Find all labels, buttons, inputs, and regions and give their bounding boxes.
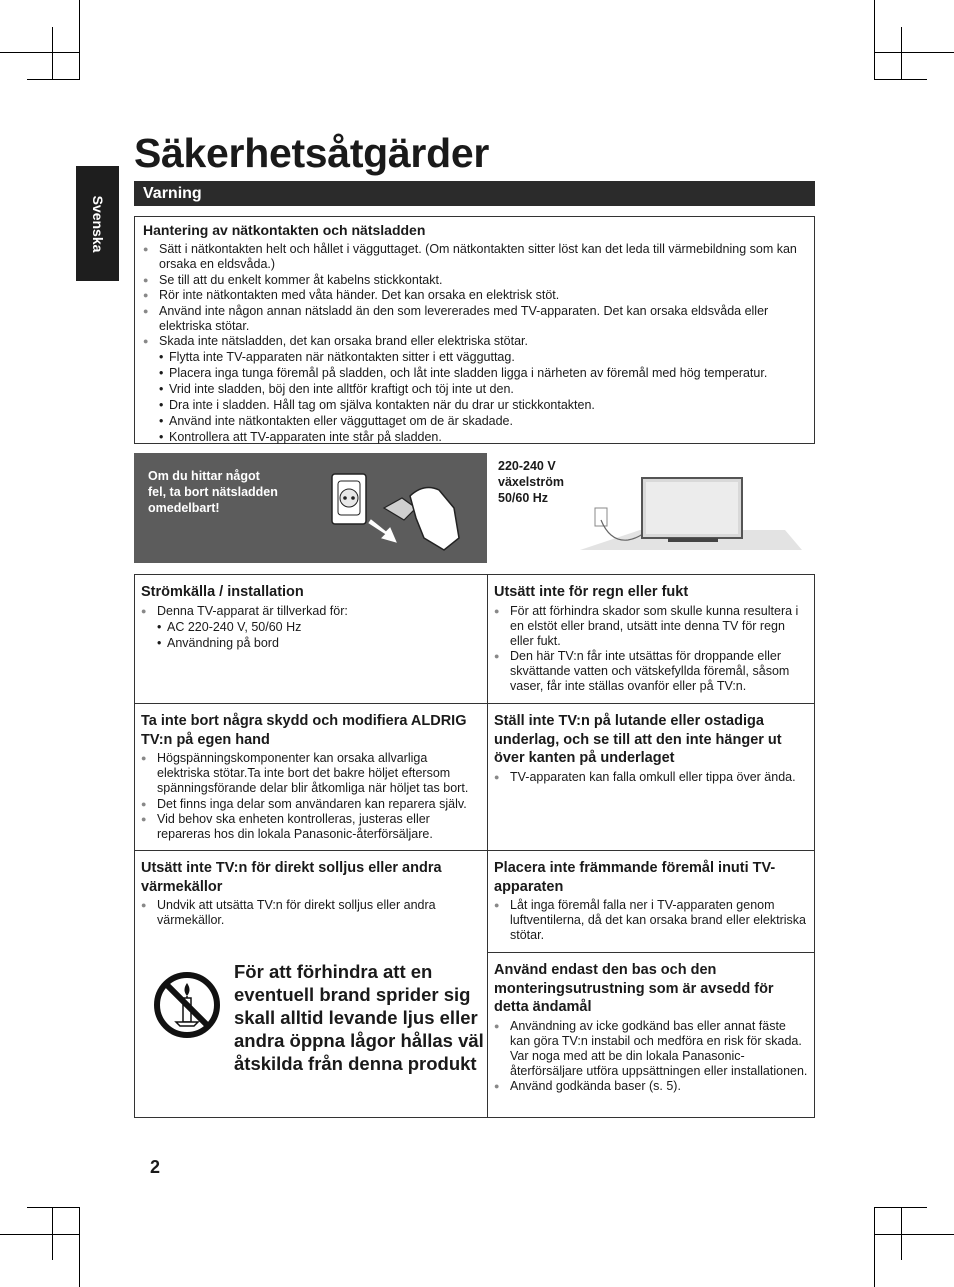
list-item: ● Skada inte nätsladden, det kan orsaka brand eller elektriska stötar.: [143, 334, 806, 349]
list-item: ● TV-apparaten kan falla omkull eller tippa över ända.: [494, 770, 809, 785]
bullet-list: [494, 604, 809, 695]
tv-illustration: [580, 470, 805, 555]
voltage-label: 220-240 V: [498, 459, 556, 473]
list-item: • Dra inte i sladden. Håll tag om själva kontakten när du drar ur stickkontakten.: [159, 398, 806, 413]
list-item: ● Rör inte nätkontakten med våta händer. Det kan orsaka en elektrisk stöt.: [143, 288, 806, 303]
fire-warning-text: För att förhindra att en eventuell brand sprider sig skall alltid levande ljus eller andra öppna lågor hållas väl åtskilda från denna produkt: [234, 961, 484, 1074]
list-item: ● Den här TV:n får inte utsättas för droppande eller skvättande vatten och vätskefyllda föremål, såsom vaser, får inte ställas ovanför eller på TV:n.: [494, 649, 809, 694]
list-item: • Använd inte nätkontakten eller vägguttaget om de är skadade.: [159, 414, 806, 429]
cell-heading: Utsätt inte TV:n för direkt solljus eller andra värmekällor: [141, 860, 442, 895]
power-source-cell: [135, 575, 487, 651]
rain-cell: [488, 575, 815, 695]
cell-heading: Placera inte främmande föremål inuti TV-apparaten: [494, 860, 776, 895]
notice-line: fel, ta bort nätsladden: [148, 485, 278, 499]
list-item: ● Använd godkända baser (s. 5).: [494, 1079, 809, 1094]
page-title: Säkerhetsåtgärder: [134, 130, 489, 176]
bullet-list: [494, 1019, 809, 1095]
list-item: ● Se till att du enkelt kommer åt kabelns stickkontakt.: [143, 273, 806, 288]
list-item: • AC 220-240 V, 50/60 Hz: [157, 620, 481, 635]
list-item: • Flytta inte TV-apparaten när nätkontakten sitter i ett vägguttag.: [159, 350, 806, 365]
list-item: ● Undvik att utsätta TV:n för direkt solljus eller andra värmekällor.: [141, 898, 481, 928]
notice-line: omedelbart!: [148, 501, 220, 515]
bullet-list: [494, 770, 809, 785]
stand-cell: [488, 953, 815, 1095]
warning-bar: Varning: [134, 181, 815, 206]
slope-cell: [488, 704, 815, 785]
bullet-list: [141, 751, 481, 842]
bullet-list: [141, 898, 481, 928]
cell-heading: Använd endast den bas och den monteringsutrustning som är avsedd för detta ändamål: [494, 962, 774, 1015]
sub-list: [159, 350, 806, 445]
covers-cell: [135, 704, 487, 843]
cell-heading: Ta inte bort några skydd och modifiera ALDRIG TV:n på egen hand: [141, 713, 467, 748]
power-cord-section: [134, 216, 815, 444]
list-item: ● Använd inte någon annan nätsladd än den som levererades med TV-apparaten. Det kan orsaka eldsvåda eller elektriska stötar.: [143, 304, 806, 334]
list-item: • Placera inga tunga föremål på sladden, och låt inte sladden ligga i närheten av föremål med hög temperatur.: [159, 366, 806, 381]
list-item: ● Användning av icke godkänd bas eller annat fäste kan göra TV:n instabil och medföra en risk för skada. Var noga med att be din lokala Panasonic-återförsäljare utföra uppsättningen eller installationen.: [494, 1019, 809, 1079]
power-spec: [498, 458, 564, 506]
language-label: Svenska: [89, 195, 106, 252]
list-item: ● Vid behov ska enheten kontrolleras, justeras eller repareras hos din lokala Panasonic-återförsäljare.: [141, 812, 481, 842]
unplug-notice-panel: [134, 453, 487, 563]
list-item: ● Det finns inga delar som användaren kan reparera själv.: [141, 797, 481, 812]
frequency-label: 50/60 Hz: [498, 491, 549, 505]
list-item: ● Låt inga föremål falla ner i TV-apparaten genom luftventilerna, då det kan orsaka brand eller elektriska stötar.: [494, 898, 809, 943]
sub-list: [157, 620, 481, 651]
language-tab: [76, 166, 119, 281]
list-item: • Vrid inte sladden, böj den inte alltför kraftigt och töj inte ut den.: [159, 382, 806, 397]
list-item: ● Denna TV-apparat är tillverkad för:: [141, 604, 481, 619]
current-type-label: växelström: [498, 475, 565, 489]
cell-heading: Strömkälla / installation: [141, 584, 304, 600]
notice-text: [148, 468, 308, 516]
cell-heading: Ställ inte TV:n på lutande eller ostadiga underlag, och se till att den inte hänger ut över kanten på underlaget: [494, 713, 782, 766]
section-heading: Hantering av nätkontakten och nätsladden: [143, 222, 426, 238]
page-number: 2: [150, 1157, 161, 1177]
list-item: • Användning på bord: [157, 636, 481, 651]
cell-heading: Utsätt inte för regn eller fukt: [494, 584, 689, 600]
list-item: ● Sätt i nätkontakten helt och hållet i vägguttaget. (Om nätkontakten sitter löst kan det leda till värmebildning som kan orsaka en eldsvåda.): [143, 242, 806, 272]
notice-line: Om du hittar något: [148, 469, 260, 483]
no-open-flame-icon: [152, 970, 222, 1040]
foreign-objects-cell: [488, 851, 815, 944]
list-item: • Kontrollera att TV-apparaten inte står på sladden.: [159, 430, 806, 445]
list-item: ● För att förhindra skador som skulle kunna resultera i en elstöt eller brand, utsätt inte denna TV för regn eller fukt.: [494, 604, 809, 649]
bullet-list: [143, 242, 806, 349]
bullet-list: [141, 604, 481, 619]
sunlight-cell: [135, 851, 487, 929]
list-item: ● Högspänningskomponenter kan orsaka allvarliga elektriska stötar.Ta inte bort det bakre höljet eftersom spänningsförande delar blir åtkomliga när höljet tas bort.: [141, 751, 481, 796]
unplug-illustration: [324, 468, 474, 553]
bullet-list: [494, 898, 809, 943]
